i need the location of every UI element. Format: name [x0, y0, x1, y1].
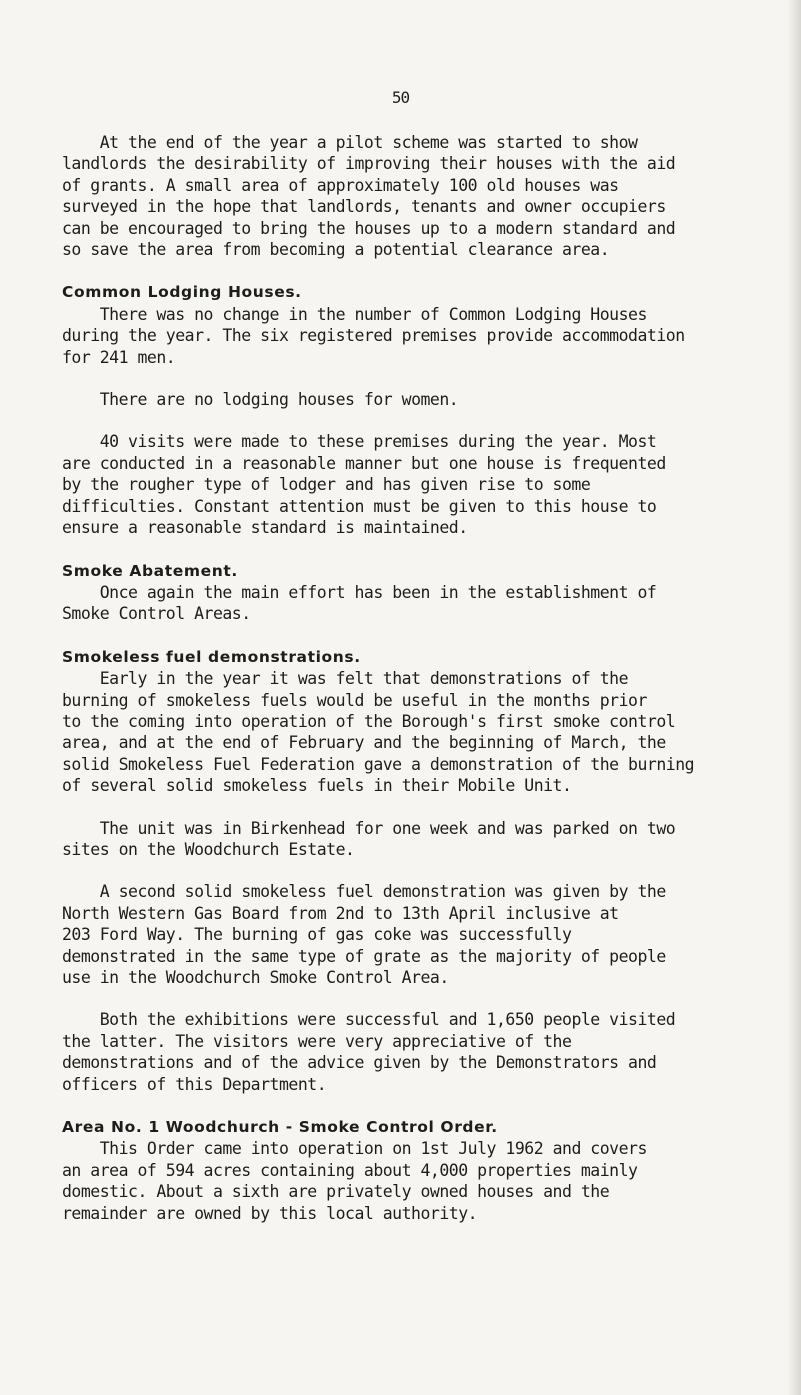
section-gap — [62, 260, 770, 282]
text-line: At the end of the year a pilot scheme was started to show — [62, 133, 638, 152]
body-paragraph — [62, 881, 770, 988]
body-paragraph — [62, 1138, 770, 1224]
body-paragraph — [62, 668, 770, 796]
text-line: during the year. The six registered premises provide accommodation — [62, 326, 685, 346]
text-line: surveyed in the hope that landlords, tenants and owner occupiers — [62, 197, 666, 217]
section-heading: Area No. 1 Woodchurch - Smoke Control Order. — [62, 1118, 498, 1137]
text-line: There was no change in the number of Common Lodging Houses — [62, 304, 647, 324]
text-line: The unit was in Birkenhead for one week and was parked on two — [62, 818, 676, 838]
text-line: 203 Ford Way. The burning of gas coke was successfully — [62, 925, 572, 945]
text-line: A second solid smokeless fuel demonstration was given by the — [62, 882, 666, 902]
text-line: are conducted in a reasonable manner but one house is frequented — [62, 453, 666, 473]
text-line: demonstrations and of the advice given by the Demonstrators and — [62, 1053, 657, 1073]
text-line: landlords the desirability of improving their houses with the aid — [62, 154, 676, 174]
section-heading: Smoke Abatement. — [62, 561, 238, 580]
text-line: of several solid smokeless fuels in their Mobile Unit. — [62, 776, 572, 796]
section-gap — [62, 539, 770, 561]
text-line: This Order came into operation on 1st July 1962 and covers — [62, 1139, 647, 1159]
paragraph-gap — [62, 368, 770, 389]
body-paragraph — [62, 818, 770, 861]
text-line: for 241 men. — [62, 347, 176, 367]
text-line: use in the Woodchurch Smoke Control Area. — [62, 968, 449, 987]
text-line: remainder are owned by this local authority. — [62, 1203, 478, 1223]
paragraph-gap — [62, 860, 770, 881]
text-line: North Western Gas Board from 2nd to 13th April inclusive at — [62, 903, 619, 923]
text-line: Early in the year it was felt that demonstrations of the — [62, 669, 629, 689]
text-line: area, and at the end of February and the beginning of March, the — [62, 733, 666, 753]
text-line: ensure a reasonable standard is maintained. — [62, 518, 468, 538]
text-line: the latter. The visitors were very appreciative of the — [62, 1031, 572, 1051]
paragraph-gap — [62, 988, 770, 1009]
text-line: 40 visits were made to these premises during the year. Most — [62, 432, 657, 452]
text-line: burning of smokeless fuels would be useful in the months prior — [62, 690, 647, 710]
body-paragraph — [62, 582, 770, 625]
page-number: 50 — [391, 88, 410, 107]
text-line: so save the area from becoming a potential clearance area. — [62, 240, 610, 260]
document-body — [62, 132, 770, 1224]
text-line: demonstrated in the same type of grate as the majority of people — [62, 946, 666, 966]
text-line: Smoke Control Areas. — [62, 604, 251, 624]
text-line: by the rougher type of lodger and has given rise to some — [62, 475, 591, 495]
text-line: solid Smokeless Fuel Federation gave a demonstration of the burning — [62, 754, 695, 774]
body-paragraph — [62, 389, 770, 410]
text-line: officers of this Department. — [62, 1074, 327, 1094]
section-gap — [62, 1095, 770, 1117]
body-paragraph — [62, 132, 770, 260]
text-line: Both the exhibitions were successful and 1,650 people visited — [62, 1010, 676, 1030]
section-heading: Common Lodging Houses. — [62, 283, 302, 302]
body-paragraph — [62, 431, 770, 538]
text-line: There are no lodging houses for women. — [62, 390, 459, 410]
body-paragraph — [62, 1009, 770, 1095]
text-line: difficulties. Constant attention must be given to this house to — [62, 496, 657, 516]
text-line: an area of 594 acres containing about 4,000 properties mainly — [62, 1160, 638, 1180]
text-line: can be encouraged to bring the houses up to a modern standard and — [62, 218, 676, 238]
paragraph-gap — [62, 797, 770, 818]
text-line: domestic. About a sixth are privately owned houses and the — [62, 1182, 610, 1202]
section-gap — [62, 625, 770, 647]
text-line: sites on the Woodchurch Estate. — [62, 839, 355, 859]
page-edge-shadow — [787, 0, 801, 1395]
text-line: Once again the main effort has been in the establishment of — [62, 582, 657, 602]
section-heading: Smokeless fuel demonstrations. — [62, 647, 361, 666]
body-paragraph — [62, 304, 770, 368]
paragraph-gap — [62, 410, 770, 431]
text-line: of grants. A small area of approximately 100 old houses was — [62, 175, 619, 195]
text-line: to the coming into operation of the Borough's first smoke control — [62, 711, 676, 731]
